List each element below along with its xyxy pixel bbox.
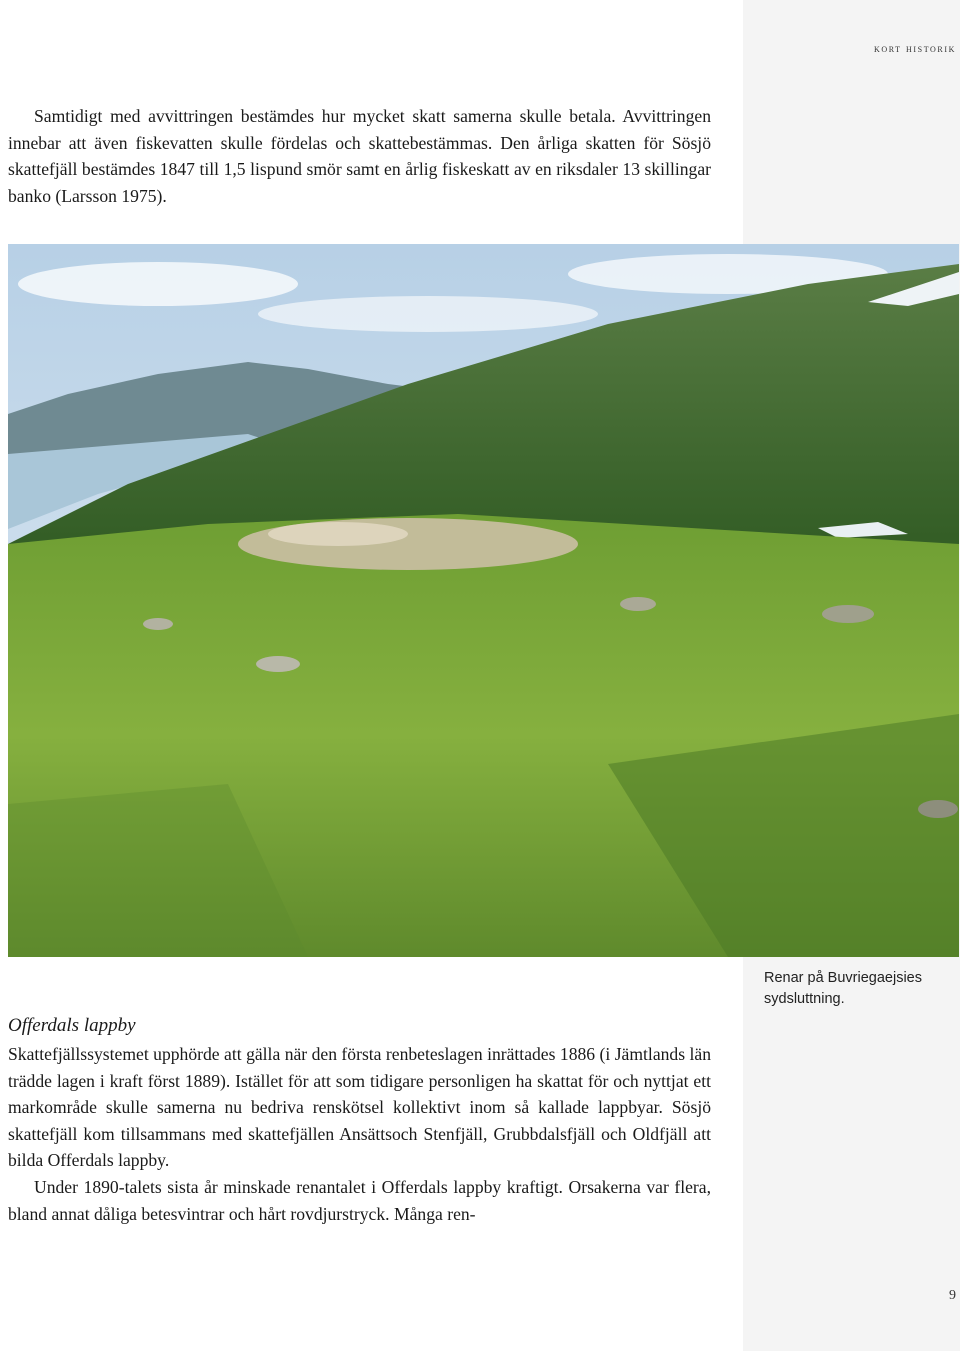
- intro-text: [8, 103, 711, 209]
- rock: [620, 597, 656, 611]
- reindeer-herd: [268, 522, 408, 546]
- running-head: kort historik: [873, 43, 956, 55]
- section-paragraph: Skattefjällssystemet upphörde att gälla när den första renbeteslagen inrättades 1886 (i Jämtlands län trädde lagen i kraft först 1889). Istället för att som tidigare personligen ha skattat för och nyttjat ett markområde skulle samerna nu bedriva renskötsel kollektivt inom så kallade lappbyar. Sösjö skattefjäll kom tillsammans med skattefjällen Ansättsoch Stenfjäll, Grubbdalsfjäll och Oldfjäll att bilda Offerdals lappby.: [8, 1044, 711, 1171]
- page-number: 9: [949, 1288, 956, 1303]
- section-paragraph: Under 1890-talets sista år minskade renantalet i Offerdals lappby kraftigt. Orsakerna var flera, bland annat dåliga betesvintrar och hårt rovdjurstryck. Många ren-: [8, 1176, 711, 1224]
- section-heading: Offerdals lappby: [8, 1015, 136, 1036]
- reindeer-landscape-photo: [8, 244, 959, 957]
- rock: [822, 605, 874, 623]
- rock: [256, 656, 300, 672]
- cloud: [258, 296, 598, 332]
- rock: [918, 800, 958, 818]
- section-text: [8, 1012, 711, 1227]
- intro-paragraph: Samtidigt med avvittringen bestämdes hur mycket skatt samerna skulle betala. Avvittringen innebar att även fiskevatten skulle fördelas och skattebestämmas. Den årliga skatten för Sösjö skattefjäll bestämdes 1847 till 1,5 lispund smör samt en årlig fiskeskatt av en riksdaler 13 skillingar banko (Larsson 1975).: [8, 106, 711, 206]
- photo-caption: Renar på Buvriegaejsies sydsluttning.: [764, 970, 922, 1007]
- rock: [143, 618, 173, 630]
- cloud: [18, 262, 298, 306]
